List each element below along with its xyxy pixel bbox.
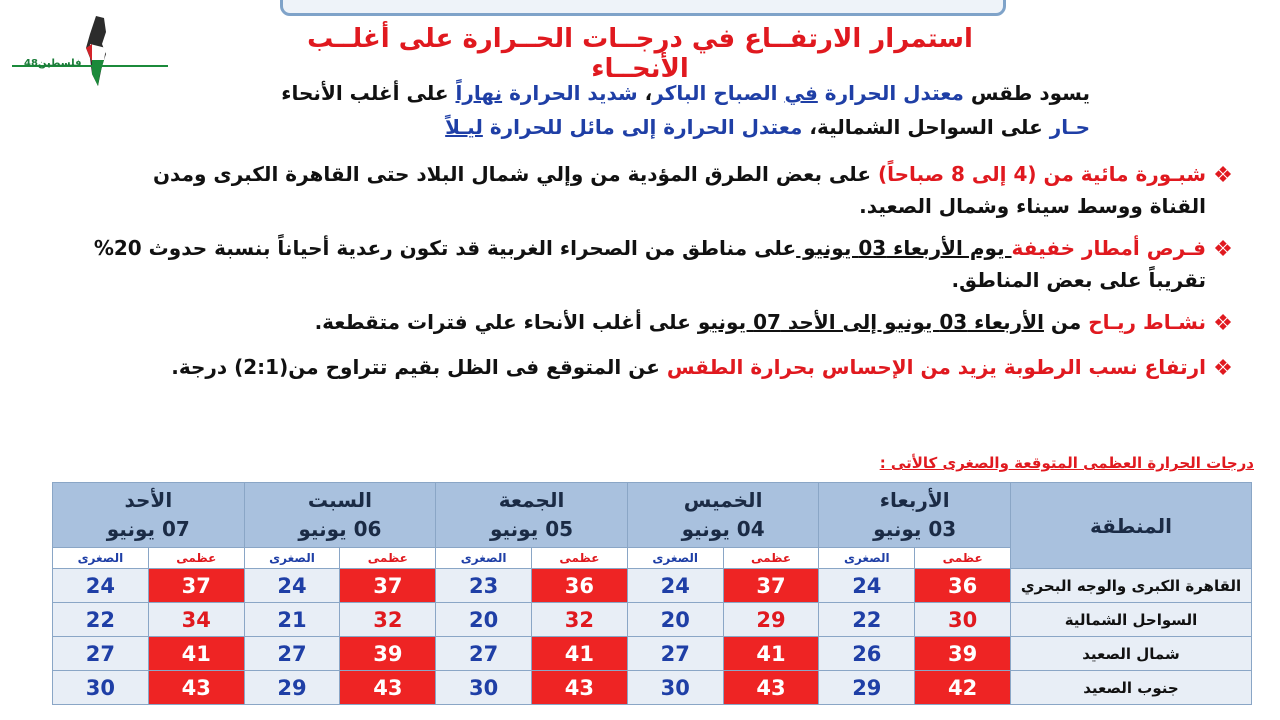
- bullet-body: من: [1043, 310, 1089, 334]
- max-temp-cell: 43: [723, 671, 819, 705]
- min-temp-cell: 30: [53, 671, 149, 705]
- min-temp-cell: 29: [819, 671, 915, 705]
- region-name: جنوب الصعيد: [1011, 671, 1252, 705]
- region-name: شمال الصعيد: [1011, 637, 1252, 671]
- day-header: [627, 483, 819, 548]
- bullet-underlined: الأربعاء 03 يونيو إلى الأحد 07 يونيو: [697, 310, 1044, 334]
- intro-highlight: معتدل الحرارة إلى مائل للحرارة: [489, 115, 803, 139]
- max-temp-cell: 43: [532, 671, 628, 705]
- bullet-body: على بعض الطرق المؤدية من وإلي شمال البلاد حتى القاهرة الكبرى ومدن القناة ووسط سيناء وشمال الصعيد.: [152, 162, 1206, 218]
- min-temp-cell: 24: [53, 569, 149, 603]
- max-temp-cell: 37: [148, 569, 244, 603]
- min-temp-cell: 26: [819, 637, 915, 671]
- max-temp-cell: 41: [148, 637, 244, 671]
- min-temp-cell: 20: [627, 603, 723, 637]
- max-label: عظمى: [532, 548, 628, 569]
- max-temp-cell: 36: [532, 569, 628, 603]
- day-header: [436, 483, 628, 548]
- region-column-header: المنطقة: [1011, 483, 1252, 569]
- min-label: الصغرى: [436, 548, 532, 569]
- min-temp-cell: 30: [627, 671, 723, 705]
- bullet-body: على مناطق من الصحراء الغربية قد تكون رعدية أحياناً بنسبة حدوث 20% تقريباً على بعض المناطق.: [93, 236, 1206, 292]
- headline: استمرار الارتفــاع في درجــات الحــرارة على أغلــب الأنحــاء: [307, 24, 973, 84]
- min-temp-cell: 24: [627, 569, 723, 603]
- min-temp-cell: 22: [53, 603, 149, 637]
- day-header: [244, 483, 436, 548]
- bullet-item-humidity: [90, 351, 1240, 386]
- bullet-highlight: شبـورة مائية من (4 إلى 8 صباحاً): [877, 162, 1206, 186]
- min-label: الصغرى: [819, 548, 915, 569]
- max-temp-cell: 43: [340, 671, 436, 705]
- bullet-item-wind: [90, 306, 1240, 341]
- intro-text: على السواحل الشمالية،: [802, 115, 1050, 139]
- day-date: 07 يونيو: [106, 517, 190, 541]
- intro-line-1: [190, 76, 1090, 110]
- day-header: [819, 483, 1011, 548]
- top-banner-box: [280, 0, 1006, 16]
- bullet-text: [90, 351, 1206, 383]
- day-name: الخميس: [683, 488, 763, 512]
- bullet-highlight: نشـاط ريـاح: [1088, 310, 1206, 334]
- min-temp-cell: 27: [436, 637, 532, 671]
- max-temp-cell: 32: [532, 603, 628, 637]
- table-row: [53, 671, 1252, 705]
- intro-text: [483, 115, 490, 139]
- bullet-underlined: يوم الأربعاء 03 يونيو: [796, 236, 1012, 260]
- intro-text: على أغلب الأنحاء: [281, 81, 456, 105]
- day-name: الجمعة: [498, 488, 565, 512]
- intro-line-2: [190, 110, 1090, 144]
- max-temp-cell: 32: [340, 603, 436, 637]
- min-temp-cell: 30: [436, 671, 532, 705]
- logo: [10, 14, 170, 89]
- intro-highlight: في: [784, 81, 818, 105]
- min-temp-cell: 20: [436, 603, 532, 637]
- day-date: 03 يونيو: [873, 517, 957, 541]
- max-label: عظمى: [723, 548, 819, 569]
- min-temp-cell: 27: [53, 637, 149, 671]
- min-temp-cell: 27: [244, 637, 340, 671]
- max-temp-cell: 36: [915, 569, 1011, 603]
- diamond-bullet-icon: ❖: [1213, 311, 1233, 336]
- intro-highlight: الصباح الباكر: [652, 81, 785, 105]
- max-temp-cell: 39: [340, 637, 436, 671]
- diamond-bullet-icon: ❖: [1213, 163, 1233, 188]
- bullet-item-rain: [90, 232, 1240, 296]
- bullet-list: [90, 158, 1240, 396]
- bullet-text: [90, 158, 1206, 222]
- region-name: القاهرة الكبرى والوجه البحري: [1011, 569, 1252, 603]
- intro-highlight: حـار: [1049, 115, 1090, 139]
- intro-paragraph: [190, 76, 1090, 144]
- min-temp-cell: 23: [436, 569, 532, 603]
- min-temp-cell: 27: [627, 637, 723, 671]
- bullet-highlight: فـرص أمطار خفيفة: [1011, 236, 1206, 260]
- table-row: [53, 569, 1252, 603]
- day-name: السبت: [307, 488, 372, 512]
- logo-text: فلسطين48: [24, 58, 82, 69]
- intro-text: يسود طقس: [963, 81, 1090, 105]
- day-header: [53, 483, 245, 548]
- min-label: الصغرى: [53, 548, 149, 569]
- day-name: الأحد: [124, 488, 173, 512]
- max-temp-cell: 37: [723, 569, 819, 603]
- region-name: السواحل الشمالية: [1011, 603, 1252, 637]
- day-date: 05 يونيو: [489, 517, 574, 541]
- min-label: الصغرى: [244, 548, 340, 569]
- palestine-map-icon: [10, 14, 170, 89]
- bullet-text: [90, 306, 1206, 338]
- min-temp-cell: 22: [819, 603, 915, 637]
- min-temp-cell: 24: [819, 569, 915, 603]
- bullet-body: عن المتوقع فى الظل بقيم تتراوح من(2:1) درجة.: [171, 355, 667, 380]
- bullet-body: على أغلب الأنحاء علي فترات متقطعة.: [314, 310, 698, 334]
- max-label: عظمى: [148, 548, 244, 569]
- max-label: عظمى: [915, 548, 1011, 569]
- max-label: عظمى: [340, 548, 436, 569]
- max-temp-cell: 41: [723, 637, 819, 671]
- bullet-text: [90, 232, 1206, 296]
- max-temp-cell: 34: [148, 603, 244, 637]
- max-temp-cell: 29: [723, 603, 819, 637]
- table-row: [53, 603, 1252, 637]
- max-temp-cell: 41: [532, 637, 628, 671]
- intro-highlight: معتدل الحرارة: [824, 81, 964, 105]
- diamond-bullet-icon: ❖: [1213, 356, 1233, 382]
- bullet-highlight: ارتفاع نسب الرطوبة يزيد من الإحساس بحرارة الطقس: [666, 355, 1206, 380]
- temperature-table: [52, 482, 1252, 705]
- day-date: 04 يونيو: [681, 517, 765, 541]
- intro-highlight: شديد الحرارة: [509, 81, 638, 105]
- table-caption: درجات الحرارة العظمى المتوقعة والصغرى كالأتى :: [879, 454, 1254, 472]
- min-temp-cell: 24: [244, 569, 340, 603]
- intro-text: ،: [637, 81, 653, 105]
- min-label: الصغرى: [627, 548, 723, 569]
- diamond-bullet-icon: ❖: [1213, 237, 1233, 262]
- intro-highlight: نهاراً: [455, 81, 503, 105]
- max-temp-cell: 42: [915, 671, 1011, 705]
- max-temp-cell: 43: [148, 671, 244, 705]
- max-temp-cell: 39: [915, 637, 1011, 671]
- day-date: 06 يونيو: [298, 517, 382, 541]
- table-row: [53, 637, 1252, 671]
- max-temp-cell: 30: [915, 603, 1011, 637]
- min-temp-cell: 21: [244, 603, 340, 637]
- bullet-item-fog: [90, 158, 1240, 222]
- day-name: الأربعاء: [879, 488, 950, 512]
- min-temp-cell: 29: [244, 671, 340, 705]
- max-temp-cell: 37: [340, 569, 436, 603]
- intro-highlight: ليـلاً: [445, 115, 483, 139]
